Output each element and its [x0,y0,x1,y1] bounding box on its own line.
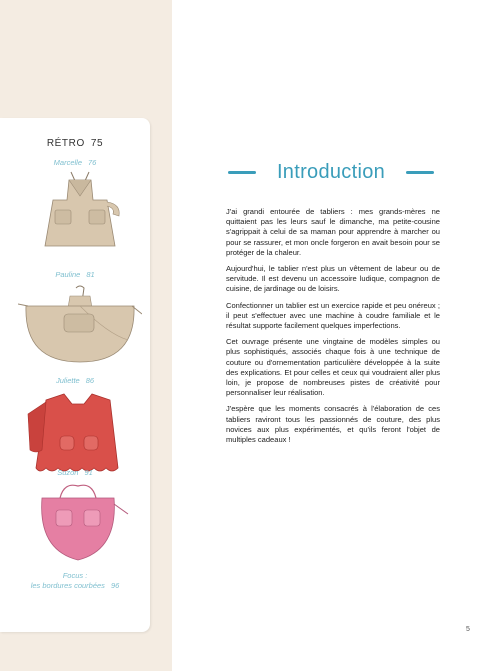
focus-page: 96 [110,581,120,590]
paragraph-2: Aujourd'hui, le tablier n'est plus un vêtement de labeur ou de servitude. Il est devenu un accessoire ludique, compagnon de cuisine, de jardinage ou de loisirs. [226,264,440,294]
item-name: Marcelle [53,158,82,167]
chapter-contents-card [0,118,150,632]
item-page: 91 [84,468,93,477]
chapter-page: 75 [90,138,104,149]
item-page: 81 [86,270,95,279]
suzon-apron-illustration [20,480,136,566]
paragraph-5: J'espère que les moments consacrés à l'élaboration de ces tabliers raviront tous les passionnés de couture, des plus novices aux plus expérimentés, et qu'ils feront l'objet de multiples cadeaux ! [226,404,440,445]
introduction-body [226,207,440,451]
paragraph-1: J'ai grandi entourée de tabliers : mes grands-mères ne quittaient pas les leurs sauf le dimanche, ma petite-cousine s'agrippait à celui de sa maman pour apprendre à marcher ou pour se rassurer, et mon oncle forgeron en avait besoin pour se protéger de la chaleur. [226,207,440,257]
item-page: 76 [88,158,97,167]
item-page: 86 [85,376,95,385]
focus-line-1: Focus : [62,571,88,580]
contents-item-pauline[interactable] [0,270,150,279]
chapter-title: RÉTRO [46,138,85,149]
contents-item-suzon[interactable] [0,468,150,477]
paragraph-4: Cet ouvrage présente une vingtaine de modèles simples ou plus sophistiqués, associés chaque fois à une technique de couture ou d'ornementation particulière développée à la suite des explications. Et pour celles et ceux qui voudraient aller plus loin, je propose de nombreuses pistes de créativité pour personnaliser leur réalisation. [226,337,440,398]
focus-line-2: les bordures courbées [30,581,105,590]
page-number: 5 [466,626,470,633]
marcelle-apron-illustration [35,170,125,248]
title-dash-left [228,171,256,174]
juliette-apron-illustration [22,390,134,474]
chapter-heading [0,138,150,149]
item-name: Suzon [57,468,79,477]
item-name: Pauline [55,270,81,279]
paragraph-3: Confectionner un tablier est un exercice rapide et peu onéreux ; il peut s'effectuer avec une machine à coudre familiale et le résultat supporte facilement quelques imperfections. [226,300,440,331]
contents-item-marcelle[interactable] [0,158,150,167]
contents-item-juliette[interactable] [0,376,150,385]
section-title-row [228,154,434,190]
page-title: Introduction [276,160,386,183]
item-name: Juliette [55,376,80,385]
title-dash-right [406,171,434,174]
pauline-apron-illustration [18,284,142,364]
contents-item-focus[interactable] [0,571,150,591]
